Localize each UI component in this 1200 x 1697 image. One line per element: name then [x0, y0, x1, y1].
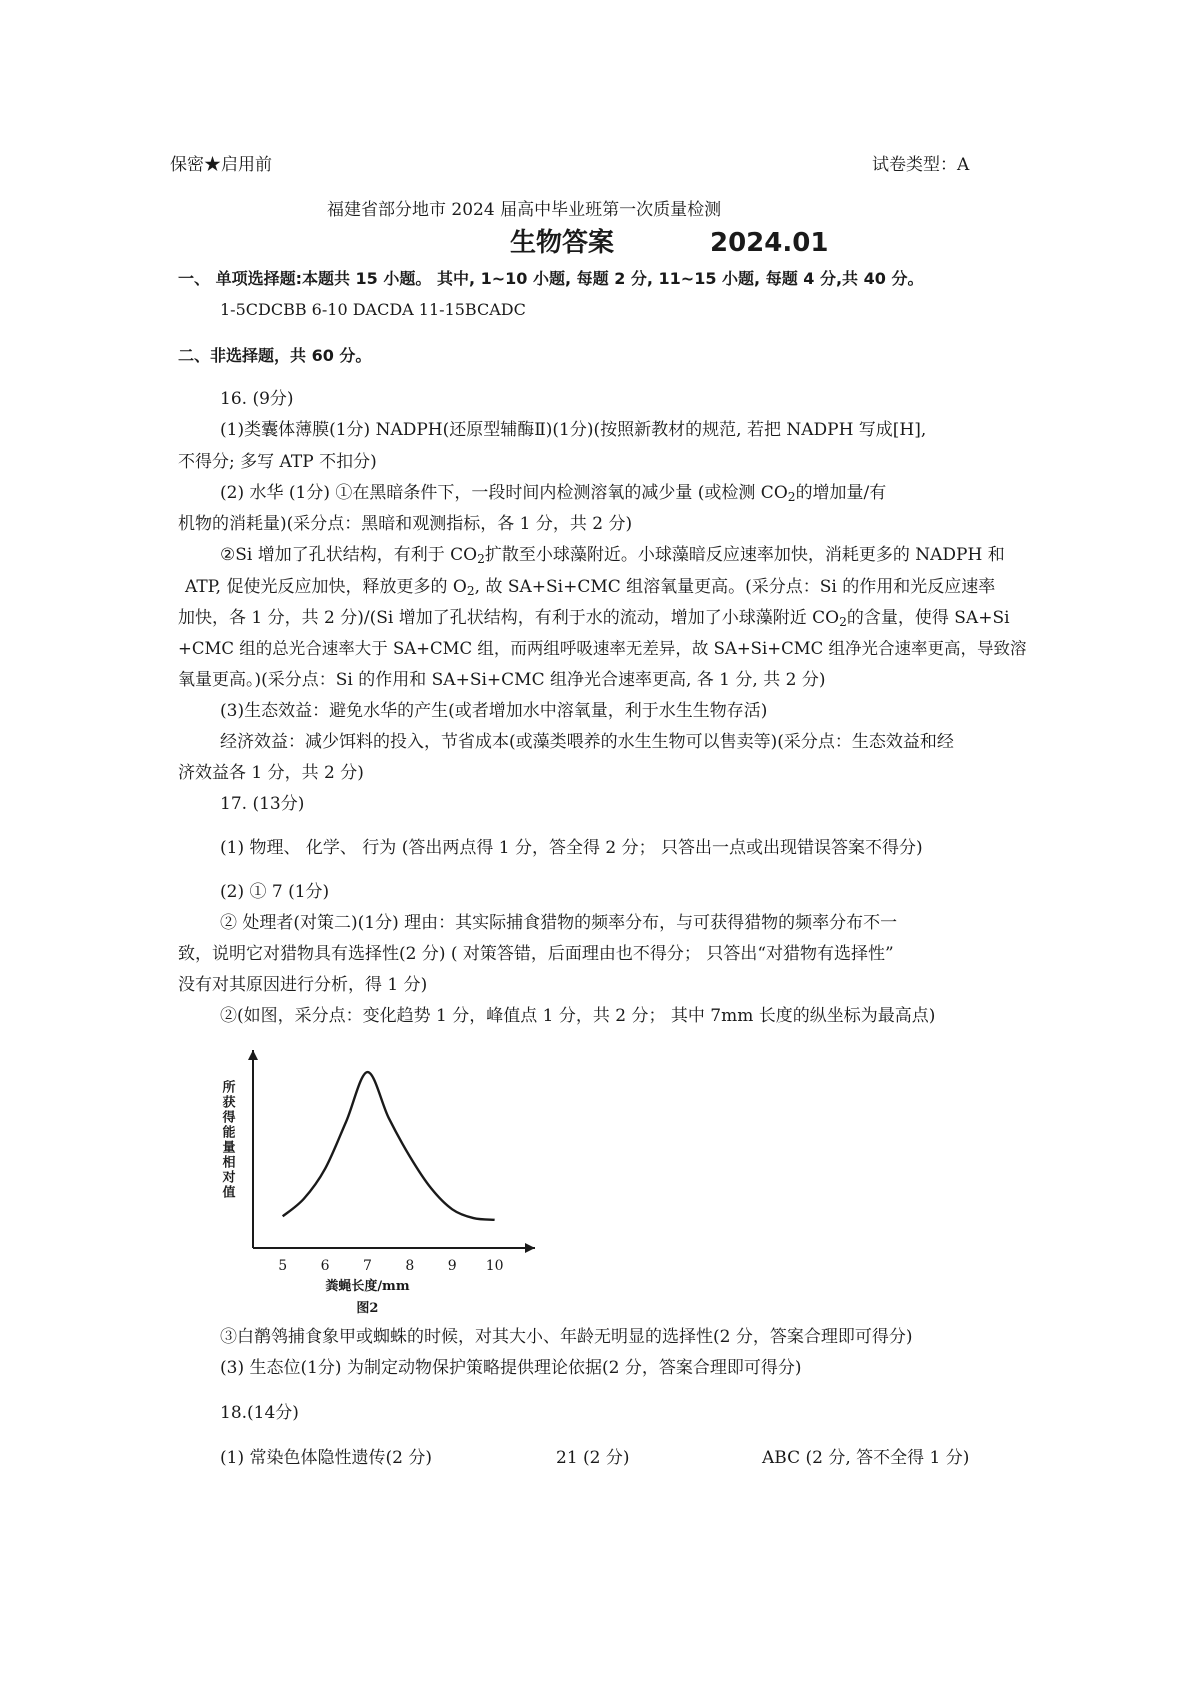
q16-line: (3)生态效益：避免水华的产生(或者增加水中溶氧量，利于水生生物存活) [220, 701, 768, 721]
q16-line: 氧量更高。)(采分点：Si 的作用和 SA+Si+CMC 组净光合速率更高, 各 1 分, 共 2 分) [178, 670, 826, 690]
x-tick-label: 10 [485, 1258, 504, 1274]
q18-title: 18.(14分) [220, 1403, 299, 1423]
paper-type-label: 试卷类型：A [872, 155, 970, 175]
q18-answer-2: 21 (2 分) [556, 1448, 630, 1468]
q16-line: (1)类囊体薄膜(1分) NADPH(还原型辅酶Ⅱ)(1分)(按照新教材的规范, 若把 NADPH 写成[H], [220, 420, 927, 440]
mcq-answers: 1-5CDCBB 6-10 DACDA 11-15BCADC [220, 300, 526, 319]
q16-line: 经济效益：减少饵料的投入，节省成本(或藻类喂养的水生生物可以售卖等)(采分点：生态效益和经 [220, 732, 954, 752]
confidential-label: 保密★启用前 [170, 155, 272, 175]
exam-title: 福建省部分地市 2024 届高中毕业班第一次质量检测 [327, 200, 722, 220]
q16-line: (2) 水华 (1分) ①在黑暗条件下，一段时间内检测溶氧的减少量 (或检测 $CO_2$的增加量/有 [220, 483, 887, 505]
section2-heading: 二、非选择题，共 60 分。 [178, 346, 372, 365]
q17-line: (1) 物理、 化学、 行为 (答出两点得 1 分，答全得 2 分； 只答出一点或出现错误答案不得分) [220, 838, 923, 858]
q17-line: ③白鹡鸰捕食象甲或蜘蛛的时候，对其大小、年龄无明显的选择性(2 分，答案合理即可得分) [220, 1327, 913, 1347]
y-axis-arrow [248, 1050, 258, 1060]
x-tick-label: 9 [447, 1258, 457, 1274]
document-title: 生物答案 [510, 228, 615, 258]
x-tick-label: 5 [278, 1258, 288, 1274]
q17-title: 17. (13分) [220, 794, 305, 814]
document-date: 2024.01 [710, 228, 829, 258]
section1-heading: 一、 单项选择题:本题共 15 小题。 其中, 1~10 小题, 每题 2 分, 11~15 小题, 每题 4 分,共 40 分。 [178, 269, 924, 288]
series-line [283, 1072, 495, 1220]
x-tick-label: 6 [320, 1258, 330, 1274]
q18-answer-3: ABC (2 分, 答不全得 1 分) [762, 1448, 970, 1468]
q16-line: 加快，各 1 分，共 2 分)/(Si 增加了孔状结构，有利于水的流动，增加了小球藻附近 $CO_2$的含量，使得 SA+Si [178, 608, 1010, 630]
q17-line: 没有对其原因进行分析，得 1 分) [178, 975, 428, 995]
q17-line: 致，说明它对猎物具有选择性(2 分) ( 对策答错，后面理由也不得分； 只答出“对猎物有选择性” [178, 944, 894, 964]
q17-line: ② 处理者(对策二)(1分) 理由：其实际捕食猎物的频率分布，与可获得猎物的频率分布不一 [220, 913, 898, 933]
q16-line: 不得分; 多写 ATP 不扣分) [178, 452, 377, 472]
q16-line: ②Si 增加了孔状结构，有利于 $CO_2$扩散至小球藻附近。小球藻暗反应速率加快，消耗更多的 NADPH 和 [220, 545, 1005, 567]
x-tick-label: 8 [405, 1258, 415, 1274]
figure-2-chart [205, 1040, 545, 1316]
y-axis-label: 所获得能量相对值 [219, 1080, 235, 1200]
q16-line: 济效益各 1 分，共 2 分) [178, 763, 364, 783]
x-axis-label: 粪蝇长度/mm [325, 1279, 410, 1294]
x-axis-arrow [525, 1243, 535, 1253]
chart-svg [205, 1040, 545, 1316]
q17-line: (2) ① 7 (1分) [220, 882, 330, 902]
q17-line: (3) 生态位(1分) 为制定动物保护策略提供理论依据(2 分，答案合理即可得分) [220, 1358, 802, 1378]
q18-answer-1: (1) 常染色体隐性遗传(2 分) [220, 1448, 432, 1468]
chart-caption: 图2 [356, 1301, 379, 1316]
q16-line: +CMC 组的总光合速率大于 SA+CMC 组，而两组呼吸速率无差异，故 SA+Si+CMC 组净光合速率更高，导致溶 [178, 639, 1027, 658]
q16-line: 机物的消耗量)(采分点：黑暗和观测指标，各 1 分，共 2 分) [178, 514, 633, 534]
x-tick-label: 7 [362, 1258, 372, 1274]
q16-title: 16. (9分) [220, 389, 294, 409]
q16-line: ATP, 促使光反应加快，释放更多的 $O_2$, 故 SA+Si+CMC 组溶氧量更高。(采分点：Si 的作用和光反应速率 [185, 577, 996, 599]
q17-line: ②(如图，采分点：变化趋势 1 分，峰值点 1 分，共 2 分； 其中 7mm 长度的纵坐标为最高点) [220, 1006, 936, 1026]
